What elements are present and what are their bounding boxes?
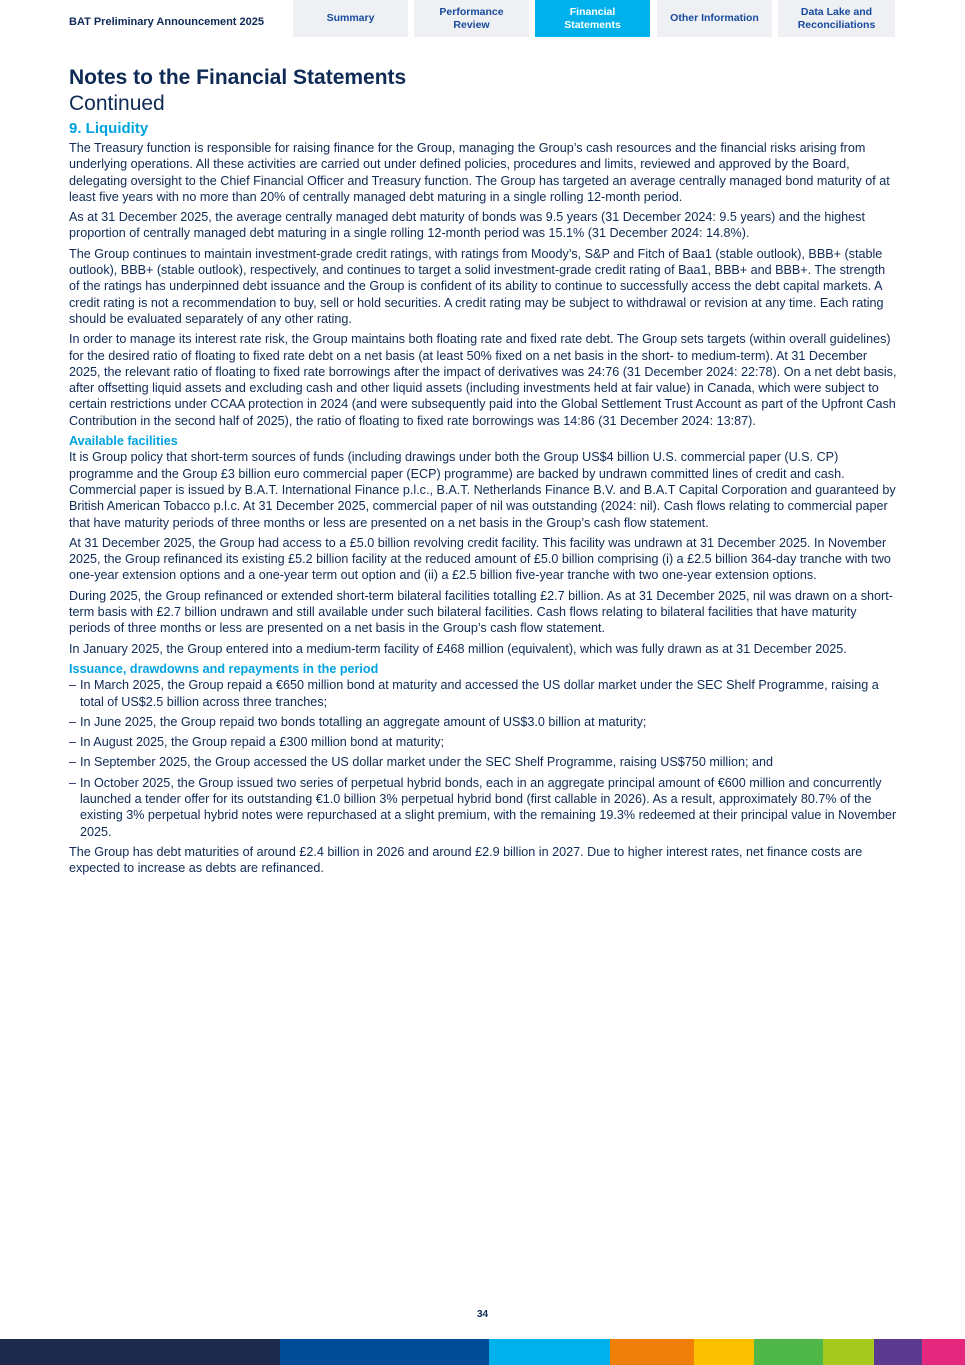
paragraph: It is Group policy that short-term sources of funds (including drawings under both the Group US$4 billion U.S. commercial paper (U.S. CP) programme and the Group £3 billion euro commercial paper (ECP) programme) are backed by undrawn committed lines of credit and cash. Commercial paper is issued by B.A.T. International Finance p.l.c., B.A.T. Netherlands Finance B.V. and B.A.T Capital Corporation and guaranteed by British American Tobacco p.l.c. At 31 December 2025, commercial paper of nil was outstanding (2024: nil). Cash flows relating to commercial paper that have maturity periods of three months or less are presented on a net basis in the Group’s cash flow statement. bbox=[69, 450, 896, 530]
list-item-text: In August 2025, the Group repaid a £300 million bond at maturity; bbox=[80, 735, 445, 750]
list-item bbox=[69, 775, 899, 840]
footer-stripe bbox=[874, 1339, 922, 1365]
footer-stripe bbox=[0, 1339, 280, 1365]
paragraph: In order to manage its interest rate risk, the Group maintains both floating rate and fixed rate debt. The Group sets targets (within overall guidelines) for the desired ratio of floating to fixed rate debt on a net basis (at least 50% fixed on a net basis in the short- to medium-term). At 31 December 2025, the relevant ratio of floating to fixed rate borrowings after the impact of derivatives was 24:76 (31 December 2024: 22:78). On a net debt basis, after offsetting liquid assets and excluding cash and other liquid assets (including investments held at fair value) in Canada, which were subject to certain restrictions under CCAA protection in 2024 (and were subsequently paid into the Global Settlement Trust Account as part of the Upfront Cash Contribution in the second half of 2025), the ratio of floating to fixed rate borrowings was 14:86 (31 December 2024: 13:87). bbox=[69, 332, 897, 428]
paragraph: In January 2025, the Group entered into a medium-term facility of £468 million (equivalent), which was fully drawn as at 31 December 2025. bbox=[69, 641, 847, 656]
brand-title: BAT Preliminary Announcement 2025 bbox=[69, 16, 264, 28]
tab-summary[interactable]: Summary bbox=[293, 0, 408, 37]
list-item bbox=[69, 754, 899, 770]
paragraph: The Group has debt maturities of around £2.4 billion in 2026 and around £2.9 billion in 2027. Due to higher interest rates, net finance costs are expected to increase as debts are refinanced. bbox=[69, 844, 863, 876]
list-item bbox=[69, 677, 899, 710]
footer-stripe bbox=[754, 1339, 823, 1365]
tab-data-lake-reconciliations[interactable]: Data Lake and Reconciliations bbox=[778, 0, 895, 37]
footer-stripe bbox=[823, 1339, 874, 1365]
list-item bbox=[69, 734, 899, 750]
page-number: 34 bbox=[476, 1309, 489, 1320]
subheading-facilities: Available facilities bbox=[69, 434, 178, 449]
paragraph: During 2025, the Group refinanced or extended short-term bilateral facilities totalling £2.7 billion. As at 31 December 2025, nil was drawn on a short-term basis with £2.7 billion undrawn and still available under such bilateral facilities. Cash flows relating to bilateral facilities that have maturity periods of three months or less are presented on a net basis in the Group’s cash flow statement. bbox=[69, 588, 893, 636]
footer-stripe bbox=[489, 1339, 610, 1365]
list-item-text: In March 2025, the Group repaid a €650 million bond at maturity and accessed the US dollar market under the SEC Shelf Programme, raising a total of US$2.5 billion across three tranches; bbox=[80, 678, 879, 709]
dash-bullet: – bbox=[69, 755, 77, 770]
paragraph: At 31 December 2025, the Group had access to a £5.0 billion revolving credit facility. This facility was undrawn at 31 December 2025. In November 2025, the Group refinanced its existing £5.2 billion facility at the reduced amount of £5.0 billion comprising (i) a £2.5 billion 364-day tranche with two one-year extension options and a one-year term out option and (ii) a £2.5 billion five-year tranche with two one-year extension options. bbox=[69, 535, 891, 583]
paragraph: The Group continues to maintain investment-grade credit ratings, with ratings from Moody’s, S&P and Fitch of Baa1 (stable outlook), BBB+ (stable outlook), BBB+ (stable outlook), respectively, and continues to target a solid investment-grade credit rating of Baa1, BBB+ and BBB+. The strength of the ratings has underpinned debt issuance and the Group is confident of its ability to continue to successfully access the debt capital markets. A credit rating is not a recommendation to buy, sell or hold securities. A credit rating may be subject to withdrawal or revision at any time. Each rating should be evaluated separately of any other rating. bbox=[69, 246, 886, 326]
paragraph: As at 31 December 2025, the average centrally managed debt maturity of bonds was 9.5 years (31 December 2024: 9.5 years) and the highest proportion of centrally managed debt maturing in a single rolling 12-month period was 15.1% (31 December 2024: 14.8%). bbox=[69, 210, 865, 241]
tab-financial-statements[interactable]: Financial Statements bbox=[535, 0, 650, 37]
dash-bullet: – bbox=[69, 714, 77, 729]
dash-bullet: – bbox=[69, 678, 77, 693]
footer-stripe bbox=[922, 1339, 965, 1365]
tab-other-information[interactable]: Other Information bbox=[657, 0, 772, 37]
paragraph: The Treasury function is responsible for raising finance for the Group, managing the Group’s cash resources and the financial risks arising from underlying operations. All these activities are carried out under defined policies, procedures and limits, reviewed and approved by the Board, delegating oversight to the Chief Financial Officer and Treasury function. The Group has targeted an average centrally managed bond maturity of at least five years with no more than 20% of centrally managed debt maturing in a single rolling 12-month period. bbox=[69, 141, 890, 204]
list-item-text: In October 2025, the Group issued two series of perpetual hybrid bonds, each in an aggregate principal amount of €600 million and concurrently launched a tender offer for its outstanding €1.0 billion 3% perpetual hybrid bond (first callable in 2026). As a result, approximately 80.7% of the existing 3% perpetual hybrid notes were repurchased at a slight premium, with the remaining 19.3% redeemed at their principal value in November 2025. bbox=[80, 775, 897, 839]
page-subtitle: Continued bbox=[69, 92, 165, 115]
footer-color-bar bbox=[0, 1339, 965, 1365]
top-navigation bbox=[0, 0, 965, 40]
page-title: Notes to the Financial Statements bbox=[69, 66, 407, 89]
main-content bbox=[69, 64, 899, 880]
tab-performance-review[interactable]: Performance Review bbox=[414, 0, 529, 37]
section-heading: 9. Liquidity bbox=[69, 120, 149, 137]
dash-bullet: – bbox=[69, 775, 77, 790]
footer-stripe bbox=[694, 1339, 754, 1365]
list-item bbox=[69, 714, 899, 730]
footer-stripe bbox=[280, 1339, 489, 1365]
footer-stripe bbox=[610, 1339, 694, 1365]
list-item-text: In June 2025, the Group repaid two bonds totalling an aggregate amount of US$3.0 billion at maturity; bbox=[80, 714, 647, 729]
subheading-issuance: Issuance, drawdowns and repayments in the period bbox=[69, 661, 379, 676]
dash-bullet: – bbox=[69, 735, 77, 750]
list-item-text: In September 2025, the Group accessed the US dollar market under the SEC Shelf Programme, raising US$750 million; and bbox=[80, 755, 774, 770]
issuance-list bbox=[69, 677, 899, 840]
